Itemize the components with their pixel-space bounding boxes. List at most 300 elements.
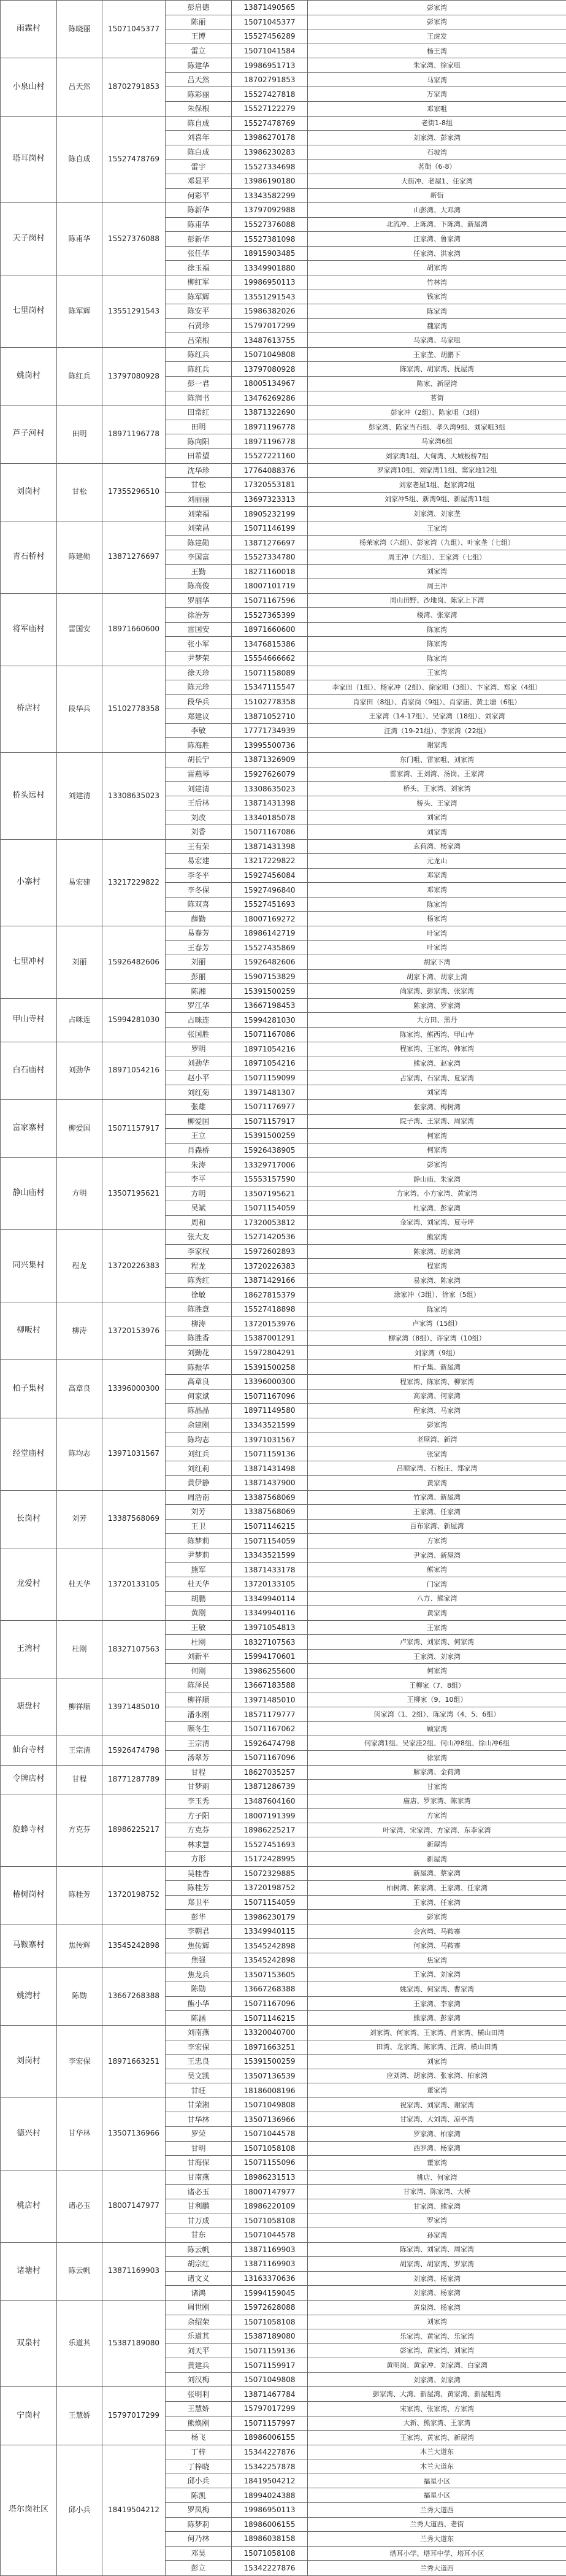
member-name: 陈彩丽 [166, 87, 232, 102]
member-phone: 15071049808 [232, 2097, 308, 2112]
member-area: 杨王湾 [308, 44, 566, 58]
member-area: 彭家湾 [308, 1, 566, 15]
member-phone: 13971031567 [232, 1432, 308, 1447]
member-phone: 18986231513 [232, 2170, 308, 2185]
member-area: 彭家冲（2组）、陈家咀（3组） [308, 406, 566, 420]
member-phone: 15391500259 [232, 984, 308, 999]
member-area: 黄家湾 [308, 1475, 566, 1490]
secretary-name: 陈甫华 [57, 203, 102, 275]
member-phone: 18994024388 [232, 2488, 308, 2503]
member-area: 塔耳小学、塔耳中学、塔耳小区 [308, 2546, 566, 2561]
member-area: 柳家湾（8组）、许家湾（10组） [308, 1331, 566, 1346]
member-name: 甘南燕 [166, 2170, 232, 2185]
member-area: 尚家湾、彭家湾、张家湾 [308, 984, 566, 999]
member-name: 方克芬 [166, 1823, 232, 1837]
secretary-name: 方克芬 [57, 1794, 102, 1866]
member-phone: 15797017299 [232, 2401, 308, 2416]
member-area: 柏子集、新屋湾 [308, 1360, 566, 1375]
member-area: 竹林湾 [308, 275, 566, 290]
member-name: 李平 [166, 1172, 232, 1186]
member-area: 陈家湾 [308, 652, 566, 666]
member-phone: 18627815379 [232, 1288, 308, 1302]
member-area: 陈家、新屋湾 [308, 377, 566, 391]
table-row [1, 1418, 566, 1432]
member-phone: 15527451693 [232, 897, 308, 912]
member-area: 兰秀大道东 [308, 2532, 566, 2547]
member-name: 李冬平 [166, 868, 232, 883]
member-area: 王柳家（9、10组） [308, 1693, 566, 1707]
village-name: 经堂庙村 [1, 1418, 57, 1490]
member-name: 李敏 [166, 723, 232, 738]
member-phone: 13667183588 [232, 1678, 308, 1693]
secretary-phone: 13971031567 [102, 1418, 166, 1490]
member-area: 金家湾、刘家湾、夏寺坪 [308, 1215, 566, 1230]
member-phone: 13871431398 [232, 796, 308, 810]
member-area: 桥头、王家湾 [308, 796, 566, 810]
member-phone: 13349901880 [232, 261, 308, 275]
member-area: 彭家湾、陈家当石组、孝久湾9组、刘家咀3组 [308, 420, 566, 434]
member-name: 刘芳 [166, 1505, 232, 1520]
member-area: 解家湾、金荷湾 [308, 1765, 566, 1780]
member-name: 熊小华 [166, 1996, 232, 2011]
member-area: 杨家湾 [308, 912, 566, 926]
secretary-name: 王慧娇 [57, 2387, 102, 2445]
member-area: 杨荣家湾（六组）、彭家湾（九组）、叶家垄（七组） [308, 536, 566, 550]
village-name: 小寨村 [1, 839, 57, 926]
member-area: 杜家湾、彭家湾 [308, 1201, 566, 1215]
village-name: 桃店村 [1, 2170, 57, 2242]
member-name: 余建刚 [166, 1418, 232, 1432]
member-area: 谢家湾 [308, 738, 566, 753]
member-area: 木兰大道东 [308, 2445, 566, 2459]
member-area: 院子湾、王家湾、周家湾 [308, 1114, 566, 1129]
table-row [1, 2097, 566, 2112]
member-phone: 13507136539 [232, 2069, 308, 2083]
member-phone: 18007169272 [232, 912, 308, 926]
member-area: 宋家湾、张家湾、方家湾 [308, 2401, 566, 2416]
member-area: 刘家湾、何家湾、王家湾、肖家湾、横山田湾 [308, 2025, 566, 2040]
member-name: 顾冬生 [166, 1721, 232, 1736]
member-phone: 15071058108 [232, 2546, 308, 2561]
member-area: 叶家湾 [308, 926, 566, 941]
member-name: 刘香 [166, 825, 232, 839]
member-phone: 13720153976 [232, 1317, 308, 1331]
member-name: 肖森桥 [166, 1143, 232, 1158]
member-phone: 15071049808 [232, 347, 308, 362]
member-area: 茗街 [308, 391, 566, 406]
member-name: 熊军 [166, 1563, 232, 1577]
secretary-name: 方明 [57, 1158, 102, 1230]
secretary-phone: 13551291543 [102, 275, 166, 347]
secretary-name: 甘华林 [57, 2097, 102, 2170]
member-area: 柯家湾 [308, 1143, 566, 1158]
member-area: 静山庙、朱家湾 [308, 1172, 566, 1186]
member-phone: 13667268388 [232, 1982, 308, 1997]
member-phone: 15071146199 [232, 521, 308, 536]
member-name: 尹梦荣 [166, 652, 232, 666]
member-area: 刘家湾、杨家湾 [308, 2286, 566, 2301]
member-phone: 18419504212 [232, 2474, 308, 2488]
member-area: 王家湾、任家湾 [308, 1895, 566, 1910]
member-name: 黄刚 [166, 1606, 232, 1621]
member-area: 玄荷湾、杨家湾 [308, 839, 566, 854]
village-name: 刘岗村 [1, 2025, 57, 2097]
member-area: 王家湾 [308, 521, 566, 536]
member-name: 占咪连 [166, 1013, 232, 1028]
member-name: 沈华珍 [166, 463, 232, 478]
member-area: 桃店、何家湾 [308, 2170, 566, 2185]
table-row [1, 203, 566, 218]
member-phone: 15071049808 [232, 2372, 308, 2387]
member-name: 甘海保 [166, 2156, 232, 2170]
member-name: 刘红莉 [166, 1461, 232, 1476]
table-row [1, 1302, 566, 1317]
member-phone: 13507195621 [232, 1186, 308, 1201]
member-phone: 15071044578 [232, 2228, 308, 2243]
member-phone: 15927456084 [232, 868, 308, 883]
member-phone: 13308635023 [232, 782, 308, 796]
member-phone: 18971054216 [232, 1042, 308, 1056]
member-area: 刘家湾1组、大甸湾、大城板桥7组 [308, 448, 566, 463]
table-row [1, 2170, 566, 2185]
member-area: 程家湾、王家湾、韩家湾 [308, 1042, 566, 1056]
member-area: 刘家老屋1组、赵家湾2组 [308, 478, 566, 493]
member-phone: 15344227876 [232, 2445, 308, 2459]
member-phone: 15926482606 [232, 955, 308, 970]
member-area: 万家湾 [308, 87, 566, 102]
table-row [1, 1678, 566, 1693]
member-name: 吴文凯 [166, 2069, 232, 2083]
member-area: 王家湾、刘家湾 [308, 1967, 566, 1982]
member-area: 乐家湾、黄家湾、乐家湾 [308, 2329, 566, 2344]
table-row [1, 406, 566, 420]
member-name: 周世刚 [166, 2300, 232, 2315]
member-area: 程家湾 [308, 1259, 566, 1274]
member-area: 王家湾 [308, 666, 566, 680]
member-phone: 13507153605 [232, 1967, 308, 1982]
secretary-name: 易宏建 [57, 839, 102, 926]
member-area: 大新、熊家湾、王家湾 [308, 2416, 566, 2431]
member-name: 柳爱国 [166, 1114, 232, 1129]
member-phone: 15527451693 [232, 1837, 308, 1852]
member-area: 魏家湾 [308, 318, 566, 333]
secretary-name: 邱小兵 [57, 2445, 102, 2575]
secretary-phone: 13507195621 [102, 1158, 166, 1230]
member-area: 门家湾 [308, 1577, 566, 1592]
member-area: 张家湾、梅树湾 [308, 1099, 566, 1114]
secretary-phone: 15926474798 [102, 1736, 166, 1765]
secretary-phone: 15527376088 [102, 203, 166, 275]
roster-body [1, 1, 566, 2576]
member-name: 陈梦莉 [166, 1534, 232, 1548]
member-phone: 15527427818 [232, 87, 308, 102]
member-name: 甘松 [166, 478, 232, 493]
member-phone: 15071167062 [232, 1721, 308, 1736]
secretary-name: 陈均志 [57, 1418, 102, 1490]
secretary-name: 杜刚 [57, 1620, 102, 1678]
secretary-phone: 15387189080 [102, 2300, 166, 2386]
member-phone: 15927496840 [232, 883, 308, 898]
secretary-name: 杜天华 [57, 1548, 102, 1620]
member-phone: 15071167096 [232, 1750, 308, 1765]
secretary-phone: 15926482606 [102, 926, 166, 999]
member-name: 程龙 [166, 1259, 232, 1274]
member-area: 孙家湾 [308, 2228, 566, 2243]
member-phone: 13340185078 [232, 810, 308, 825]
secretary-name: 田明 [57, 406, 102, 463]
member-area: 陈家湾、熊西湾、甲山寺 [308, 1028, 566, 1042]
village-name: 小泉山村 [1, 58, 57, 116]
member-phone: 15527365399 [232, 608, 308, 623]
member-phone: 15527478769 [232, 116, 308, 131]
member-name: 甘荣湘 [166, 2097, 232, 2112]
secretary-phone: 18702791853 [102, 58, 166, 116]
member-area: 兰秀大道西 [308, 2503, 566, 2518]
member-name: 段华兵 [166, 694, 232, 709]
village-name: 旋蜂寺村 [1, 1794, 57, 1866]
member-name: 李朝君 [166, 1924, 232, 1939]
member-area: 石坡湾 [308, 145, 566, 160]
member-phone: 15554666662 [232, 652, 308, 666]
member-phone: 15527221160 [232, 448, 308, 463]
member-phone: 15972628088 [232, 2300, 308, 2315]
village-name: 马鞍寨村 [1, 1924, 57, 1967]
member-name: 胡鹏 [166, 1591, 232, 1606]
member-name: 李玉秀 [166, 1794, 232, 1809]
secretary-phone: 13545242898 [102, 1924, 166, 1967]
member-name: 林求慧 [166, 1837, 232, 1852]
member-name: 徐天珍 [166, 666, 232, 680]
member-area: 周王冲（六组）、王家湾（七组） [308, 550, 566, 564]
member-phone: 15071167086 [232, 825, 308, 839]
table-row [1, 2025, 566, 2040]
member-name: 陈白成 [166, 145, 232, 160]
member-name: 刘新平 [166, 1649, 232, 1664]
member-area: 陈家湾、胡家湾 [308, 1244, 566, 1259]
member-name: 刘建清 [166, 782, 232, 796]
member-phone: 13971481307 [232, 1085, 308, 1100]
member-area: 柏树湾、陈家湾、王家湾、任家湾 [308, 1881, 566, 1896]
member-name: 吴桂香 [166, 1866, 232, 1881]
member-area: 易家湾、陈家湾 [308, 1273, 566, 1288]
member-phone: 15071154059 [232, 1895, 308, 1910]
member-area: 胡家湾 [308, 261, 566, 275]
member-phone: 15071154059 [232, 1201, 308, 1215]
secretary-phone: 15797017299 [102, 2387, 166, 2445]
member-phone: 15071045377 [232, 15, 308, 29]
member-area: 大方田、黑丹 [308, 1013, 566, 1028]
member-name: 甘华林 [166, 2112, 232, 2127]
member-name: 王敏 [166, 1620, 232, 1635]
table-row [1, 1360, 566, 1375]
member-area: 熊家湾、赵家湾 [308, 1056, 566, 1071]
member-area: 王家垄、胡鹏下 [308, 347, 566, 362]
member-area: 柯家湾 [308, 1129, 566, 1144]
village-name: 七里岗村 [1, 275, 57, 347]
member-phone: 13387568069 [232, 1490, 308, 1505]
member-name: 杨飞 [166, 2431, 232, 2445]
member-area: 元龙山 [308, 854, 566, 869]
member-phone: 19986950113 [232, 2503, 308, 2518]
secretary-phone: 17355296510 [102, 463, 166, 521]
secretary-name: 刘芳 [57, 1490, 102, 1548]
member-name: 郑建议 [166, 709, 232, 724]
member-name: 王慧娇 [166, 2401, 232, 2416]
member-name: 陈涵 [166, 2011, 232, 2026]
secretary-phone: 13396000300 [102, 1360, 166, 1418]
table-row [1, 1967, 566, 1982]
member-area: 八方、熊家湾 [308, 1591, 566, 1606]
secretary-phone: 13507136966 [102, 2097, 166, 2170]
member-area: 刘家湾、刘家湾 [308, 2372, 566, 2387]
member-phone: 13871169903 [232, 2257, 308, 2272]
member-name: 甘明 [166, 2141, 232, 2156]
member-area: 兰秀大道西、老街 [308, 2517, 566, 2532]
member-name: 刘荣昌 [166, 521, 232, 536]
member-area: 罗家湾10组、刘家湾11组、窦家地12组 [308, 463, 566, 478]
member-area: 朱家湾、徐家咀 [308, 58, 566, 73]
village-name: 椿树岗村 [1, 1866, 57, 1924]
member-area: 陈家湾 [308, 622, 566, 637]
member-name: 李宏保 [166, 2040, 232, 2055]
member-phone: 15553157590 [232, 1172, 308, 1186]
member-phone: 13476815386 [232, 637, 308, 652]
member-area: 黄明岗、黄家冲、刘家湾、白家湾 [308, 2358, 566, 2373]
member-name: 周浩南 [166, 1490, 232, 1505]
member-name: 陈向阳 [166, 434, 232, 449]
member-name: 田明 [166, 420, 232, 434]
member-area: 任家湾、洪家湾 [308, 246, 566, 261]
member-name: 朱保根 [166, 102, 232, 117]
member-name: 丁梓晓 [166, 2459, 232, 2474]
member-name: 胡长宁 [166, 753, 232, 767]
village-name: 塔尔岗社区 [1, 2445, 57, 2575]
member-name: 甘万成 [166, 2213, 232, 2228]
member-area: 董家湾 [308, 2156, 566, 2170]
member-phone: 13871276697 [232, 536, 308, 550]
table-row [1, 1765, 566, 1780]
member-area: 陈家湾、刘家湾、周家湾 [308, 2242, 566, 2257]
member-phone: 13551291543 [232, 290, 308, 304]
member-area: 陈家湾 [308, 897, 566, 912]
member-phone: 13986270178 [232, 131, 308, 145]
member-name: 李冬保 [166, 883, 232, 898]
member-phone: 18007191399 [232, 1809, 308, 1823]
member-name: 郑卫平 [166, 1895, 232, 1910]
member-area: 黄家湾 [308, 1606, 566, 1621]
table-row [1, 1230, 566, 1245]
village-name: 静山庙村 [1, 1158, 57, 1230]
member-phone: 13217229822 [232, 854, 308, 869]
village-name: 芦子河村 [1, 406, 57, 463]
member-phone: 18986220109 [232, 2199, 308, 2213]
secretary-name: 乐道其 [57, 2300, 102, 2386]
village-name: 桥头远村 [1, 753, 57, 839]
member-area: 高家湾、何家湾 [308, 1389, 566, 1404]
member-phone: 13986255600 [232, 1664, 308, 1678]
member-area: 彭家湾 [308, 1418, 566, 1432]
secretary-phone: 13720153976 [102, 1302, 166, 1360]
member-phone: 13349940116 [232, 1606, 308, 1621]
member-name: 方形 [166, 1852, 232, 1867]
member-area: 程家湾、马家湾 [308, 1404, 566, 1418]
village-name: 七里冲村 [1, 926, 57, 999]
member-phone: 15527381098 [232, 232, 308, 247]
table-row [1, 2300, 566, 2315]
member-area: 甘家湾、陈家湾、大桥 [308, 2185, 566, 2199]
member-name: 刘荣福 [166, 507, 232, 521]
member-name: 陈元珍 [166, 680, 232, 695]
member-name: 吕天然 [166, 72, 232, 87]
member-phone: 15527435869 [232, 940, 308, 955]
secretary-name: 陈建勋 [57, 521, 102, 593]
member-area: 老街1-8组 [308, 116, 566, 131]
member-area: 刘家冲5组、新湾9组、新屋湾11组 [308, 492, 566, 507]
member-phone: 13349940115 [232, 1924, 308, 1939]
member-name: 罗明 [166, 1042, 232, 1056]
member-phone: 15071058108 [232, 2315, 308, 2329]
member-name: 陈新华 [166, 203, 232, 218]
table-row [1, 58, 566, 73]
secretary-phone: 18419504212 [102, 2445, 166, 2575]
member-phone: 18971660600 [232, 622, 308, 637]
table-row [1, 1924, 566, 1939]
village-name: 姚湾村 [1, 1967, 57, 2025]
member-area: 周王冲 [308, 579, 566, 594]
member-area: 福星小区 [308, 2488, 566, 2503]
member-name: 刘喜年 [166, 131, 232, 145]
member-name: 张任华 [166, 246, 232, 261]
table-row [1, 1042, 566, 1056]
village-name: 柏子集村 [1, 1360, 57, 1418]
member-phone: 13971054813 [232, 1620, 308, 1635]
member-area: 兰秀大道西 [308, 2561, 566, 2576]
secretary-phone: 13720198752 [102, 1866, 166, 1924]
member-phone: 15071159099 [232, 1071, 308, 1085]
member-name: 潘永刚 [166, 1707, 232, 1722]
secretary-name: 陈勋 [57, 1967, 102, 2025]
member-name: 徐玉福 [166, 261, 232, 275]
village-name: 雨霖村 [1, 1, 57, 58]
member-phone: 15994170601 [232, 1649, 308, 1664]
member-phone: 13871326909 [232, 753, 308, 767]
member-area: 焦家湾 [308, 1953, 566, 1968]
member-phone: 15102778358 [232, 694, 308, 709]
member-name: 王勤 [166, 564, 232, 579]
member-name: 甘东 [166, 2228, 232, 2243]
member-area: 王柳家（7、8组） [308, 1678, 566, 1693]
member-name: 王春芳 [166, 940, 232, 955]
table-row [1, 275, 566, 290]
member-phone: 13720226383 [232, 1259, 308, 1274]
member-name: 雷立 [166, 44, 232, 58]
member-name: 陈湘 [166, 984, 232, 999]
member-area: 罗家湾 [308, 2213, 566, 2228]
member-name: 罗凤梅 [166, 2503, 232, 2518]
member-area: 陈家湾 [308, 637, 566, 652]
member-phone: 18007147977 [232, 2185, 308, 2199]
member-name: 张雄 [166, 1099, 232, 1114]
member-phone: 15994159045 [232, 2286, 308, 2301]
member-name: 王博 [166, 29, 232, 44]
member-area: 楼湾、张家湾 [308, 608, 566, 623]
member-name: 王有荣 [166, 839, 232, 854]
member-area: 熊家湾 [308, 1230, 566, 1245]
member-name: 李家权 [166, 1244, 232, 1259]
member-phone: 13797092988 [232, 203, 308, 218]
member-phone: 13871429166 [232, 1273, 308, 1288]
member-name: 陈胜意 [166, 1302, 232, 1317]
